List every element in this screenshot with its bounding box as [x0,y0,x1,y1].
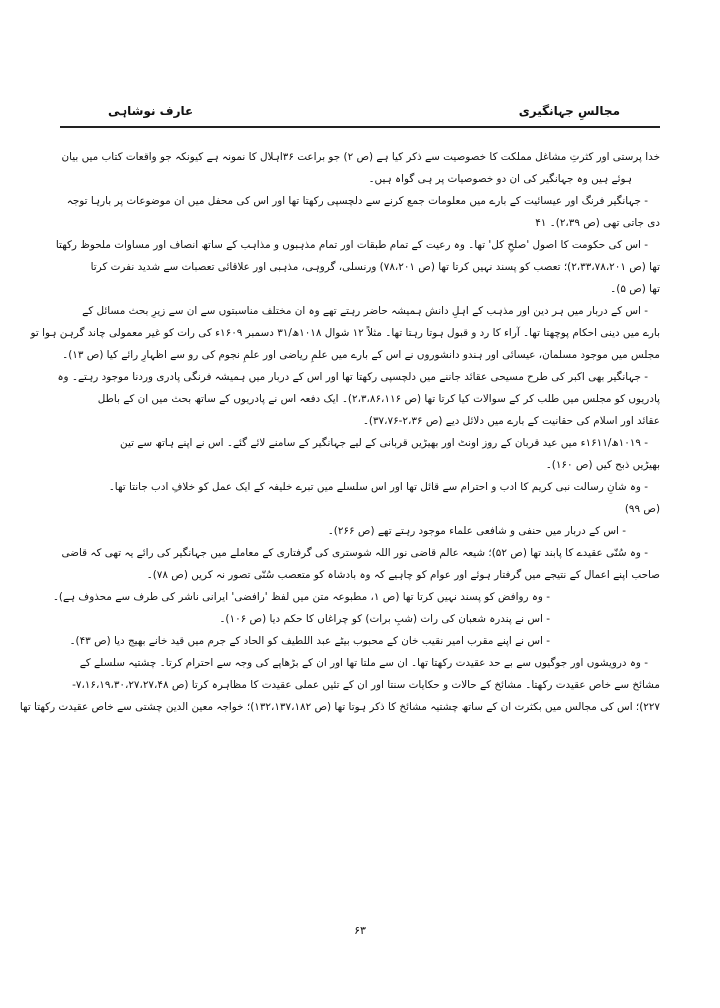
text-line: مجلس میں موجود مسلمان، عیسائی اور ہندو دانشوروں نے اس کے بارے میں علمِ ریاضی اور علمِ نجوم کی رو سے اظہارِ رائے کیا (ص ۱۳)۔ [62,349,660,361]
text-line: خدا پرستی اور کثرتِ مشاغل مملکت کا خصوصیت سے ذکر کیا ہے (ص ۲) جو براعت ۳۶اہلال کا نمونہ ہے کیونکہ جو واقعات کتاب میں بیان [61,151,660,163]
author-name: عارف نوشاہی [108,104,194,118]
text-line: دی جاتی تھی (ص ۲،۳۹)۔ ۴۱ [535,217,660,229]
text-line: - اس نے پندرہ شعبان کی رات (شبِ برات) کو چراغاں کا حکم دیا (ص ۱۰۶)۔ [219,613,550,625]
page-number: ۶۳ [354,924,366,937]
text-line: - اس کی حکومت کا اصول 'صلحِ کل' تھا۔ وہ رعیت کے تمام طبقات اور تمام مذہبوں و مذاہب کے ساتھ انصاف اور مساوات ملحوظ رکھتا [55,239,648,251]
header-rule [60,126,660,128]
text-line: ہوئے ہیں وہ جہانگیر کی ان دو خصوصیات پر ہی گواہ ہیں۔ [368,173,632,185]
text-line: - جہانگیر فرنگ اور عیسائیت کے بارے میں معلومات جمع کرنے سے دلچسپی رکھتا تھا اور اس کی محفل میں ان موضوعات پر بارہا توجہ [66,195,648,207]
text-line: - وہ روافض کو پسند نہیں کرتا تھا (ص ۱، مطبوعہ متن میں لفظ 'رافضی' ایرانی ناشر کی طرف سے محذوف ہے)۔ [52,591,550,603]
text-line: - ۱۰۱۹ھ/۱۶۱۱ء میں عید قربان کے روز اونٹ اور بھیڑیں قربانی کے لیے جہانگیر کے سامنے لائے گئے۔ اس نے اپنے ہاتھ سے تین [120,437,648,449]
text-line: تھا (ص ۲،۳۳،۷۸،۲۰۱)؛ تعصب کو پسند نہیں کرتا تھا (ص ۷۸،۲۰۱) ورنسلی، گروہی، مذہبی اور علاقائی تعصبات سے شدید نفرت کرتا [90,261,660,273]
text-line: بھیڑیں ذبح کیں (ص ۱۶۰)۔ [545,459,660,471]
text-line: عقائد اور اسلام کی حقانیت کے بارے میں دلائل دیے (ص ۲،۳۶-۳۷،۷۶)۔ [362,415,660,427]
text-line: پادریوں کو مجلس میں طلب کر کے سوالات کیا کرتا تھا (ص ۲،۳،۸۶،۱۱۶)۔ ایک دفعہ اس نے پادریوں کے ساتھ بحث میں ان کے باطل [97,393,660,405]
text-line: - اس نے اپنے مقرب امیر نقیب خان کے محبوب بیٹے عبد اللطیف کو الحاد کے جرم میں قید خانے بھیج دیا (ص ۴۳)۔ [69,635,550,647]
text-line: - وہ شانِ رسالت نبی کریم کا ادب و احترام سے قائل تھا اور اس سلسلے میں تبرے خلیفہ کے ایک عمل کو خلافِ ادب جانتا تھا۔ [108,481,648,493]
text-line: - اس کے دربار میں ہر دین اور مذہب کے اہلِ دانش ہمیشہ حاضر رہتے تھے وہ ان مختلف مناسبتوں سے ان سے زیرِ بحث مسائل کے [82,305,648,317]
book-title: مجالسِ جہانگیری [518,104,620,118]
text-line: صاحب اپنے اعمال کے نتیجے میں گرفتار ہوئے اور عوام کو چاہیے کہ وہ بادشاہ کو متعصب سُنّی تصور نہ کریں (ص ۷۸)۔ [146,569,660,581]
text-line: تھا (ص ۵)۔ [610,283,660,295]
text-line: - وہ سُنّی عقیدے کا پابند تھا (ص ۵۲)؛ شیعہ عالم قاضی نور اللہ شوستری کی گرفتاری کے معاملے میں جہانگیر کی رائے یہ تھی کہ قاضی [61,547,648,559]
text-line: بارے میں دینی احکام پوچھتا تھا۔ آراء کا رد و قبول ہوتا رہتا تھا۔ مثلاً ۱۲ شوال ۱۰۱۸ھ/۳۱ دسمبر ۱۶۰۹ء کی رات کو غیر معمولی چاند گرہن ہوا تو [30,327,660,339]
body-text [19,146,660,718]
text-line: - وہ درویشوں اور جوگیوں سے بے حد عقیدت رکھتا تھا۔ ان سے ملتا تھا اور ان کے بڑھاپے کی وجہ سے احترام کرتا۔ چشتیہ سلسلے کے [79,657,648,669]
text-line: مشائخ سے خاص عقیدت رکھتا۔ مشائخ کے حالات و حکایات سنتا اور ان کے تئیں عملی عقیدت کا مظاہرہ کرتا (ص ۷،۱۶،۱۹،۳۰،۲۷،۲۷،۴۸- [72,679,660,691]
text-line: ۲۲۷)؛ اس کی مجالس میں بکثرت ان کے ساتھ چشتیہ مشائخ کا ذکر ہوتا تھا (ص ۱۳۲،۱۳۷،۱۸۲)؛ خواجہ معین الدین چشتی سے خاص عقیدت رکھتا تھا [19,701,660,713]
running-header [108,104,620,124]
text-line: - جہانگیر بھی اکبر کی طرح مسیحی عقائد جاننے میں دلچسپی رکھتا تھا اور اس کے دربار میں ہمیشہ فرنگی پادری وردنا موجود رہتے۔ وہ [57,371,648,383]
text-line: (ص ۹۹) [624,503,660,515]
text-line: - اس کے دربار میں حنفی و شافعی علماء موجود رہتے تھے (ص ۲۶۶)۔ [327,525,626,537]
